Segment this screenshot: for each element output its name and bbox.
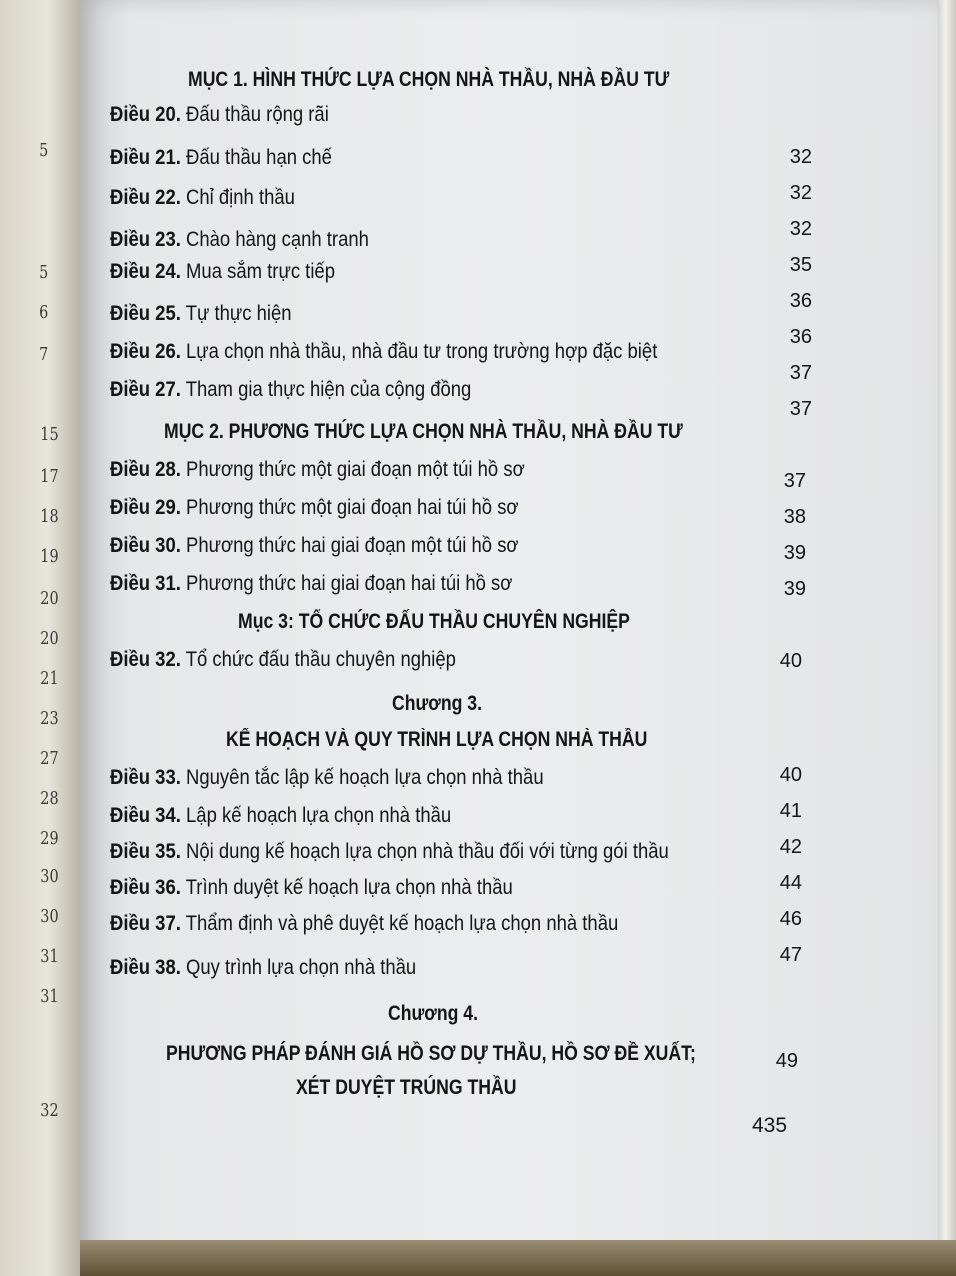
page-number: 44 [779,872,802,894]
article-title: Tổ chức đấu thầu chuyên nghiệp [185,648,456,671]
left-page-number: 31 [40,986,59,1007]
left-page-number: 5 [39,262,49,283]
chapter-heading: PHƯƠNG PHÁP ĐÁNH GIÁ HỒ SƠ DỰ THẦU, HỒ SƠ ĐỀ XUẤT; [166,1042,696,1065]
page-number: 37 [789,362,812,384]
left-page-number: 7 [39,344,49,365]
article-number: Điều 23. [110,228,181,251]
page-number: 32 [789,182,812,204]
toc-entry [110,496,519,520]
toc-entry [110,458,525,482]
article-number: Điều 28. [110,458,181,481]
left-page-number: 21 [40,668,59,689]
page-number: 32 [789,218,812,240]
article-number: Điều 33. [110,766,181,789]
page-number: 36 [789,326,812,348]
section-heading: MỤC 2. PHƯƠNG THỨC LỰA CHỌN NHÀ THẦU, NHÀ ĐẦU TƯ [164,420,683,443]
page-number: 42 [779,836,802,858]
left-page-number: 27 [40,748,59,769]
page-number: 39 [783,542,806,564]
article-title: Quy trình lựa chọn nhà thầu [186,956,417,979]
article-title: Chào hàng cạnh tranh [186,228,369,251]
article-title: Tham gia thực hiện của cộng đồng [185,378,472,401]
article-number: Điều 25. [110,302,181,325]
toc-entry [110,146,332,170]
article-title: Lập kế hoạch lựa chọn nhà thầu [186,804,452,827]
left-page-number: 29 [40,828,59,849]
chapter-heading-continued: XÉT DUYỆT TRÚNG THẦU [296,1076,517,1099]
article-number: Điều 20. [110,103,181,126]
article-number: Điều 21. [110,146,181,169]
toc-entry [110,103,329,127]
article-number: Điều 30. [110,534,181,557]
page-number: 49 [775,1050,798,1072]
article-number: Điều 35. [110,840,181,863]
left-page-number: 17 [40,466,59,487]
article-title: Tự thực hiện [185,302,292,325]
toc-entry [110,228,369,252]
toc-entry [110,766,544,790]
page-number: 39 [783,578,806,600]
page-number: 40 [779,764,802,786]
left-page-number: 20 [40,628,59,649]
toc-entry [110,840,669,864]
page-stack-edge [938,0,956,1276]
article-title: Nguyên tắc lập kế hoạch lựa chọn nhà thầu [186,766,544,789]
article-title: Mua sắm trực tiếp [186,260,335,283]
article-title: Phương thức hai giai đoạn một túi hồ sơ [186,534,519,557]
toc-entry [110,302,292,326]
page-number: 32 [789,146,812,168]
left-page-number: 19 [40,546,59,567]
toc-entry [110,340,657,364]
toc-entry [110,378,471,402]
toc-entry [110,912,618,936]
left-page-number: 30 [40,906,59,927]
article-number: Điều 36. [110,876,181,899]
adjacent-left-page [0,0,80,1276]
article-number: Điều 32. [110,648,181,671]
toc-entry [110,260,335,284]
article-title: Trình duyệt kế hoạch lựa chọn nhà thầu [185,876,513,899]
page-number: 40 [779,650,802,672]
chapter-number: Chương 4. [388,1002,478,1025]
chapter-heading: KẾ HOẠCH VÀ QUY TRÌNH LỰA CHỌN NHÀ THẦU [226,728,648,751]
article-number: Điều 38. [110,956,181,979]
article-title: Nội dung kế hoạch lựa chọn nhà thầu đối với từng gói thầu [186,840,669,863]
left-page-number: 32 [40,1100,59,1121]
toc-entry [110,572,512,596]
page-number: 46 [779,908,802,930]
article-title: Đấu thầu hạn chế [186,146,332,169]
toc-entry [110,804,451,828]
page-number: 41 [779,800,802,822]
article-title: Phương thức một giai đoạn một túi hồ sơ [186,458,525,481]
left-page-number: 28 [40,788,59,809]
article-title: Thẩm định và phê duyệt kế hoạch lựa chọn nhà thầu [185,912,619,935]
article-number: Điều 29. [110,496,181,519]
page-number: 37 [789,398,812,420]
section-heading: Mục 3: TỔ CHỨC ĐẤU THẦU CHUYÊN NGHIỆP [238,610,630,633]
page-number: 38 [783,506,806,528]
left-page-number: 20 [40,588,59,609]
page-number: 35 [789,254,812,276]
article-title: Phương thức một giai đoạn hai túi hồ sơ [186,496,519,519]
article-number: Điều 31. [110,572,181,595]
section-heading: MỤC 1. HÌNH THỨC LỰA CHỌN NHÀ THẦU, NHÀ ĐẦU TƯ [188,68,670,91]
article-title: Đấu thầu rộng rãi [186,103,329,126]
left-page-number: 18 [40,506,59,527]
article-number: Điều 27. [110,378,181,401]
chapter-number: Chương 3. [392,692,482,715]
toc-entry [110,186,295,210]
article-title: Chỉ định thầu [186,186,295,209]
article-number: Điều 37. [110,912,181,935]
toc-entry [110,956,416,980]
toc-entry [110,534,519,558]
left-page-number: 5 [39,140,49,161]
left-page-number: 30 [40,866,59,887]
article-number: Điều 22. [110,186,181,209]
article-title: Lựa chọn nhà thầu, nhà đầu tư trong trường hợp đặc biệt [186,340,658,363]
table-surface [80,1240,956,1276]
page-number: 37 [783,470,806,492]
article-number: Điều 34. [110,804,181,827]
toc-entry [110,648,456,672]
article-number: Điều 26. [110,340,181,363]
left-page-number: 23 [40,708,59,729]
article-number: Điều 24. [110,260,181,283]
left-page-number: 6 [39,302,49,323]
page-number: 47 [779,944,802,966]
article-title: Phương thức hai giai đoạn hai túi hồ sơ [186,572,513,595]
left-page-number: 15 [40,424,59,445]
left-page-number: 31 [40,946,59,967]
toc-entry [110,876,513,900]
folio-page-number: 435 [752,1114,788,1137]
page-number: 36 [789,290,812,312]
